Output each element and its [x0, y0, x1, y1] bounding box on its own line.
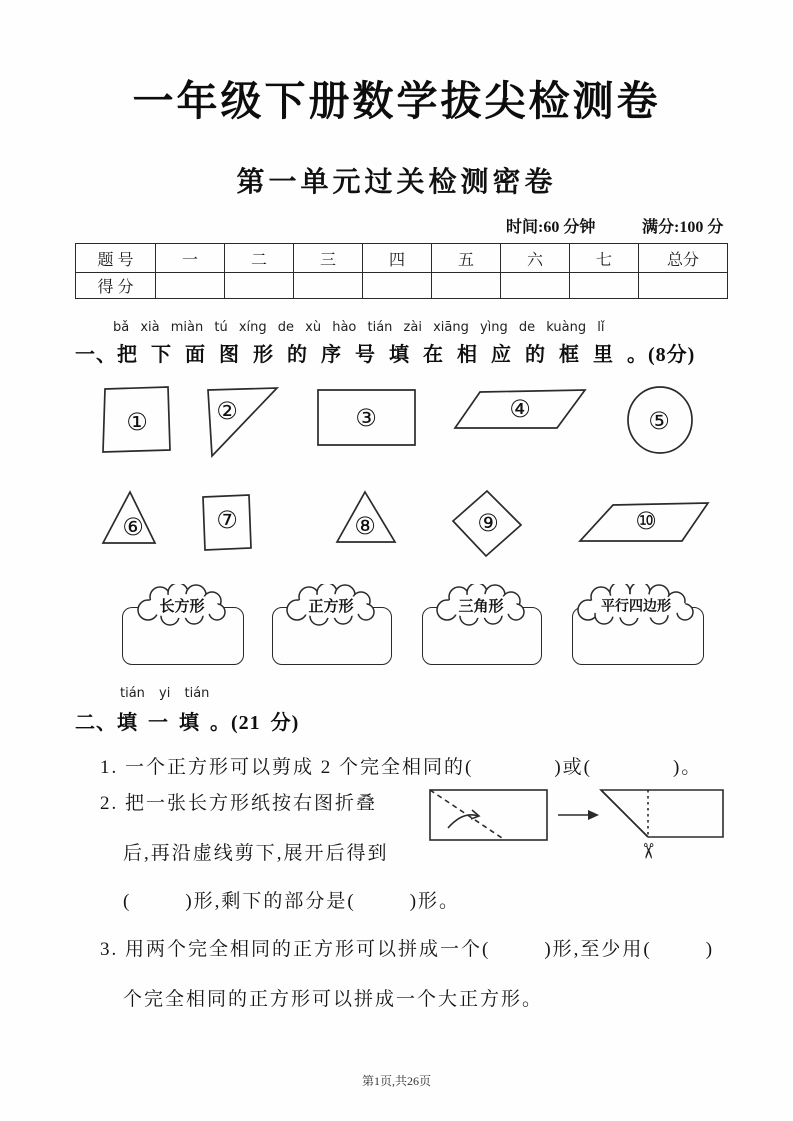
- category-label: 三角形: [458, 599, 504, 615]
- folded-paper: [601, 790, 723, 860]
- fold-figure: [423, 783, 733, 875]
- section2-pinyin: tián yi tián: [120, 686, 210, 701]
- score-cell: [156, 273, 225, 299]
- section1-heading: 一、把 下 面 图 形 的 序 号 填 在 相 应 的 框 里 。(8分): [75, 344, 696, 366]
- score-table-header: 总分: [639, 244, 728, 273]
- question-3-line2: 个完全相同的正方形可以拼成一个大正方形。: [123, 989, 544, 1010]
- question-2-line3: ( )形,剩下的部分是( )形。: [123, 891, 461, 912]
- score-cell: [432, 273, 501, 299]
- cloud-label-rectangle: [134, 584, 230, 626]
- question-1-text: 1. 一个正方形可以剪成 2 个完全相同的( )或( )。: [100, 757, 703, 778]
- score-table-header: 二: [225, 244, 294, 273]
- score-table-header: 四: [363, 244, 432, 273]
- shape-rectangle-3: [318, 390, 415, 445]
- full-score-label: 满分:100 分: [642, 219, 724, 236]
- svg-text:②: ②: [216, 397, 238, 425]
- cloud-label-triangle: [433, 584, 529, 626]
- svg-text:①: ①: [126, 408, 148, 436]
- score-cell: [225, 273, 294, 299]
- transform-arrow: [558, 810, 599, 820]
- svg-text:⑩: ⑩: [635, 507, 657, 535]
- fold-arrow-curve: [448, 815, 478, 828]
- shape-square-7: [203, 495, 251, 550]
- svg-text:⑤: ⑤: [648, 407, 670, 435]
- score-table: [75, 243, 728, 299]
- score-table-header: 一: [156, 244, 225, 273]
- category-label: 长方形: [159, 599, 205, 615]
- shape-right-triangle-2: [208, 388, 277, 456]
- score-table-row-label: 得 分: [76, 273, 156, 299]
- score-table-header: 六: [501, 244, 570, 273]
- page-footer: 第1页,共26页: [361, 1074, 431, 1088]
- question-2-line1: 2. 把一张长方形纸按右图折叠: [100, 793, 378, 814]
- score-cell: [294, 273, 363, 299]
- score-cell: [363, 273, 432, 299]
- shape-parallelogram-4: [455, 390, 585, 428]
- svg-text:⑥: ⑥: [122, 513, 144, 541]
- svg-text:⑦: ⑦: [216, 506, 238, 534]
- svg-text:④: ④: [509, 395, 531, 423]
- shape-diamond-9: [453, 491, 521, 556]
- score-table-corner: 题 号: [76, 244, 156, 273]
- shape-triangle-6: [103, 492, 155, 543]
- page-title: 一年级下册数学拔尖检测卷: [132, 78, 661, 124]
- question-2-line2: 后,再沿虚线剪下,展开后得到: [123, 843, 389, 864]
- category-label: 正方形: [308, 599, 354, 615]
- question-3-line1: 3. 用两个完全相同的正方形可以拼成一个( )形,至少用( ): [100, 939, 715, 960]
- score-cell: [639, 273, 728, 299]
- cloud-label-parallelogram: [574, 584, 700, 626]
- shape-parallelogram-10: [580, 503, 708, 541]
- cloud-label-square: [283, 584, 379, 626]
- score-table-header: 七: [570, 244, 639, 273]
- time-label: 时间:60 分钟: [506, 219, 596, 236]
- section2-heading: 二、填 一 填 。(21 分): [75, 712, 300, 734]
- shapes-figure: [0, 380, 793, 580]
- score-table-header: 五: [432, 244, 501, 273]
- score-cell: [501, 273, 570, 299]
- shape-square-1: [103, 387, 170, 452]
- scissors-icon: ✂: [636, 842, 660, 860]
- svg-text:③: ③: [355, 404, 377, 432]
- category-label: 平行四边形: [601, 599, 671, 615]
- shape-circle-5: [628, 387, 692, 453]
- section1-pinyin: bǎ xià miàn tú xíng de xù hào tián zài xiāng yìng de kuàng lǐ: [113, 320, 605, 335]
- score-table-header: 三: [294, 244, 363, 273]
- fold-rectangle: [430, 790, 547, 840]
- page-subtitle: 第一单元过关检测密卷: [236, 167, 557, 198]
- svg-text:⑨: ⑨: [477, 509, 499, 537]
- score-cell: [570, 273, 639, 299]
- shape-triangle-8: [337, 492, 395, 542]
- svg-text:⑧: ⑧: [354, 512, 376, 540]
